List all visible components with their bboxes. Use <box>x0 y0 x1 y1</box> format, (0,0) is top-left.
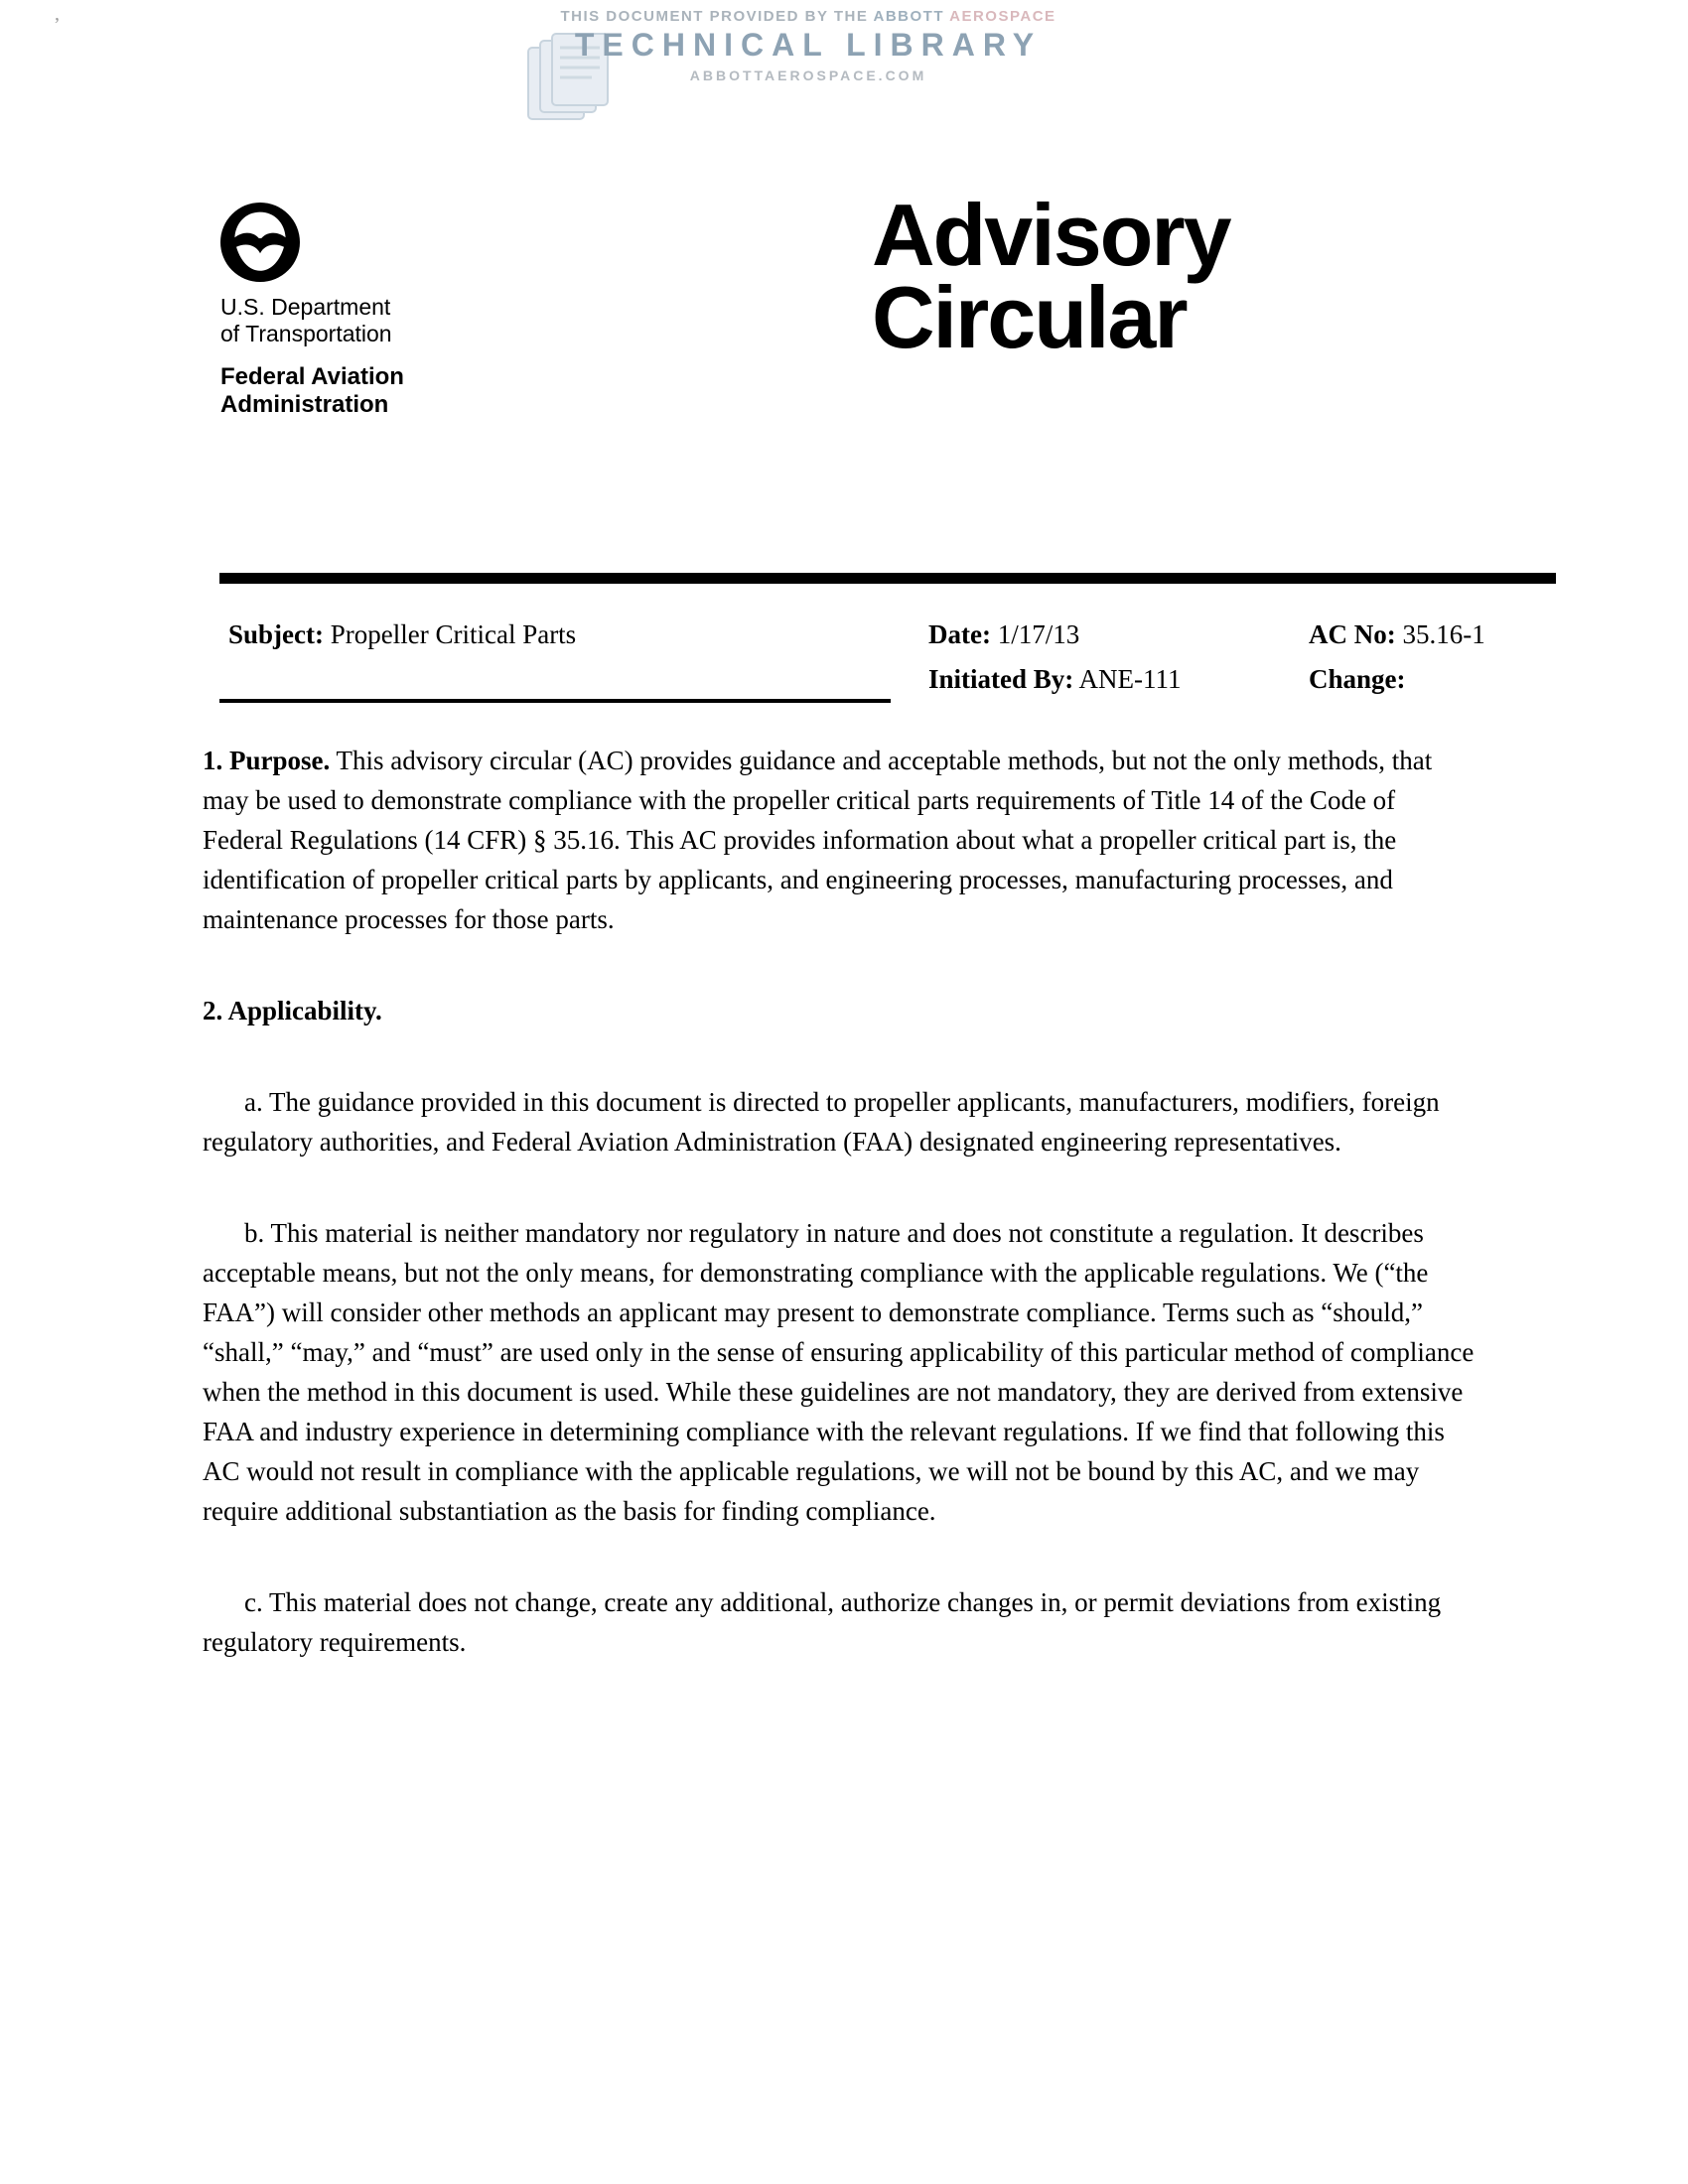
faa-line2: Administration <box>220 391 389 418</box>
document-headline <box>872 186 1230 366</box>
watermark-url: ABBOTTAEROSPACE.COM <box>689 68 927 83</box>
ac-no-value: 35.16-1 <box>1402 619 1485 649</box>
watermark-brand-abbott: ABBOTT <box>873 8 944 25</box>
purpose-paragraph <box>203 741 1477 939</box>
faa-line1: Federal Aviation <box>220 363 404 390</box>
para-b-label: b. <box>244 1218 265 1248</box>
watermark-brand-aerospace: AEROSPACE <box>949 8 1056 25</box>
watermark <box>0 8 1617 85</box>
initiated-by-value: ANE-111 <box>1078 664 1182 694</box>
dept-line1: U.S. Department <box>220 294 391 320</box>
watermark-provider-prefix: THIS DOCUMENT PROVIDED BY THE <box>560 8 869 25</box>
change-label: Change: <box>1309 664 1406 694</box>
dept-line2: of Transportation <box>220 321 392 346</box>
para-a-text: The guidance provided in this document is directed to propeller applicants, manufacturers, modifiers, foreign regulatory authorities, and Federal Aviation Administration (FAA) designated engineering representatives. <box>203 1087 1440 1157</box>
header-divider-rule <box>219 573 1556 584</box>
applicability-paragraph-a <box>203 1082 1477 1161</box>
document-body <box>203 741 1477 1713</box>
meta-block <box>228 619 1559 709</box>
agency-block <box>220 294 404 419</box>
ac-no-field <box>1309 619 1485 650</box>
purpose-text: This advisory circular (AC) provides guidance and acceptable methods, but not the only methods, that may be used to demonstrate compliance with the propeller critical parts requirements of Title 14 of the Code of Federal Regulations (14 CFR) § 35.16. This AC provides information about what a propeller critical part is, the identification of propeller critical parts by applicants, and engineering processes, manufacturing processes, and maintenance processes for those parts. <box>203 746 1433 934</box>
headline-line2: Circular <box>872 267 1187 366</box>
us-dot-logo-icon <box>220 203 300 282</box>
scan-artifact: ’ <box>54 14 61 36</box>
para-b-text: This material is neither mandatory nor regulatory in nature and does not constitute a regulation. It describes acceptable means, but not the only means, for demonstrating compliance with the applicable regulations. We (“the FAA”) will consider other methods an applicant may present to demonstrate compliance. Terms such as “should,” “shall,” “may,” and “must” are used only in the sense of ensuring applicability of this particular method of compliance when the method in this document is used. While these guidelines are not mandatory, they are derived from extensive FAA and industry experience in determining compliance with the relevant regulations. If we find that following this AC would not result in compliance with the applicable regulations, we will not be bound by this AC, and we may require additional substantiation as the basis for finding compliance. <box>203 1218 1475 1526</box>
applicability-paragraph-b <box>203 1213 1477 1531</box>
headline-line1: Advisory <box>872 186 1230 284</box>
subject-label: Subject: <box>228 619 324 649</box>
date-label: Date: <box>928 619 991 649</box>
para-c-label: c. <box>244 1587 263 1617</box>
initiated-by-field <box>928 664 1182 695</box>
purpose-lead: 1. Purpose. <box>203 746 331 775</box>
ac-no-label: AC No: <box>1309 619 1396 649</box>
date-field <box>928 619 1079 650</box>
subject-field <box>228 619 576 650</box>
subject-value: Propeller Critical Parts <box>330 619 577 649</box>
initiated-by-label: Initiated By: <box>928 664 1074 694</box>
para-a-label: a. <box>244 1087 263 1117</box>
watermark-title: TECHNICAL LIBRARY <box>574 27 1043 63</box>
change-field <box>1309 664 1406 695</box>
para-c-text: This material does not change, create any additional, authorize changes in, or permit deviations from existing regulatory requirements. <box>203 1587 1442 1657</box>
applicability-heading: 2. Applicability. <box>203 996 382 1025</box>
watermark-provider-line <box>560 8 1055 25</box>
date-value: 1/17/13 <box>997 619 1080 649</box>
applicability-paragraph-c <box>203 1582 1477 1662</box>
watermark-inner <box>560 8 1055 83</box>
